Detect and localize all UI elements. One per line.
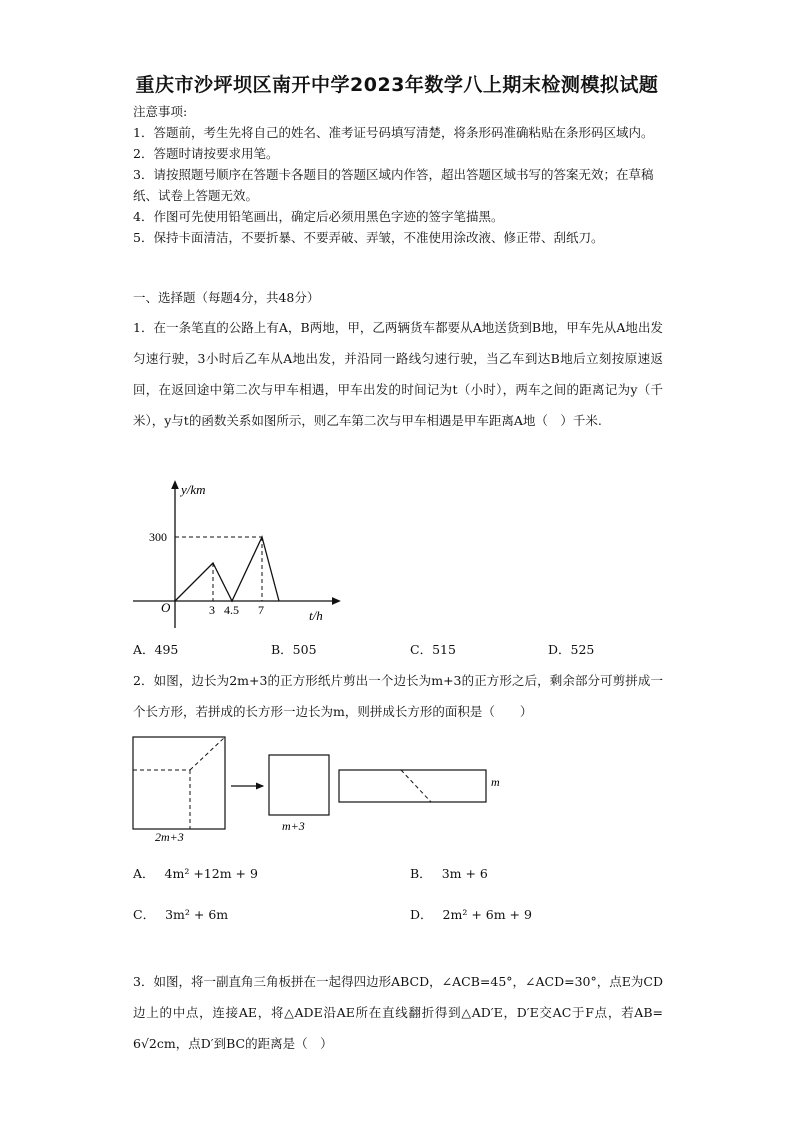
note-item: 5．保持卡面清洁，不要折暴、不要弄破、弄皱，不准使用涂改液、修正带、刮纸刀。: [133, 230, 604, 245]
cut-line: [190, 737, 225, 770]
notes-heading: 注意事项:: [133, 104, 188, 119]
small-square: [269, 755, 329, 815]
option-c[interactable]: [133, 905, 228, 923]
note-item: 1．答题前，考生先将自己的姓名、准考证号码填写清楚，将条形码准确粘贴在条形码区域内。: [133, 125, 654, 140]
option-b[interactable]: [410, 864, 488, 882]
section-heading: 一、选择题（每题4分，共48分）: [133, 290, 320, 305]
option-label: A．: [133, 866, 155, 881]
big-square-label: 2m+3: [155, 830, 184, 844]
option-expr: 4m² +12m + 9: [164, 866, 258, 881]
x-tick-label: 7: [258, 603, 264, 617]
x-tick-label: 4.5: [224, 603, 239, 617]
note-item: 2．答题时请按要求用笔。: [133, 146, 279, 161]
option-label: B．: [410, 866, 432, 881]
q1-graph: [125, 478, 345, 634]
page-title: 重庆市沙坪坝区南开中学2023年数学八上期末检测模拟试题: [135, 74, 659, 96]
option-c[interactable]: C．515: [410, 642, 456, 657]
option-expr: 2m² + 6m + 9: [442, 907, 532, 922]
option-b[interactable]: B．505: [271, 642, 317, 657]
option-a[interactable]: A．495: [133, 642, 179, 657]
question-3-text: 3．如图，将一副直角三角板拼在一起得四边形ABCD，∠ACB=45°，∠ACD=30°，点E为CD边上的中点，连接AE，将△ADE沿AE所在直线翻折得到△AD′E，D′E交AC于F点，若AB= 6√2cm，点D′到BC的距离是（ ）: [133, 974, 663, 1051]
question-1-text: 1．在一条笔直的公路上有A，B两地，甲，乙两辆货车都要从A地送货到B地，甲车先从A地出发匀速行驶，3小时后乙车从A地出发，并沿同一路线匀速行驶，当乙车到达B地后立刻按原速返回，在返回途中第二次与甲车相遇，甲车出发的时间记为t（小时），两车之间的距离记为y（千米），y与t的函数关系如图所示，则乙车第二次与甲车相遇是甲车距离A地（ ）千米.: [133, 320, 663, 428]
question-2-text: 2．如图，边长为2m+3的正方形纸片剪出一个边长为m+3的正方形之后，剩余部分可剪拼成一个长方形，若拼成的长方形一边长为m，则拼成长方形的面积是（ ）: [133, 673, 663, 719]
option-a[interactable]: [133, 864, 258, 882]
origin-label: O: [161, 600, 171, 615]
notes-section: [133, 101, 663, 248]
y-tick-label: 300: [149, 530, 167, 544]
rectangle-label: m: [491, 775, 500, 789]
q2-figure: [125, 730, 525, 845]
y-axis-label: y/km: [181, 482, 206, 497]
x-tick-label: 3: [209, 603, 215, 617]
option-expr: 3m + 6: [441, 866, 488, 881]
option-label: C．: [133, 907, 156, 922]
option-expr: 3m² + 6m: [165, 907, 229, 922]
cut-line: [401, 770, 431, 802]
option-d[interactable]: [410, 905, 532, 923]
big-square: [133, 737, 225, 829]
note-item: 4．作图可先使用铅笔画出，确定后必须用黑色字迹的签字笔描黑。: [133, 209, 504, 224]
rectangle: [339, 770, 486, 802]
option-d[interactable]: D．525: [548, 642, 595, 657]
x-axis-label: t/h: [309, 608, 323, 623]
note-item: 3．请按照题号顺序在答题卡各题目的答题区域内作答，超出答题区域书写的答案无效；在草稿纸、试卷上答题无效。: [133, 167, 654, 203]
small-square-label: m+3: [282, 819, 305, 833]
option-label: D．: [410, 907, 433, 922]
graph-line: [175, 537, 279, 601]
